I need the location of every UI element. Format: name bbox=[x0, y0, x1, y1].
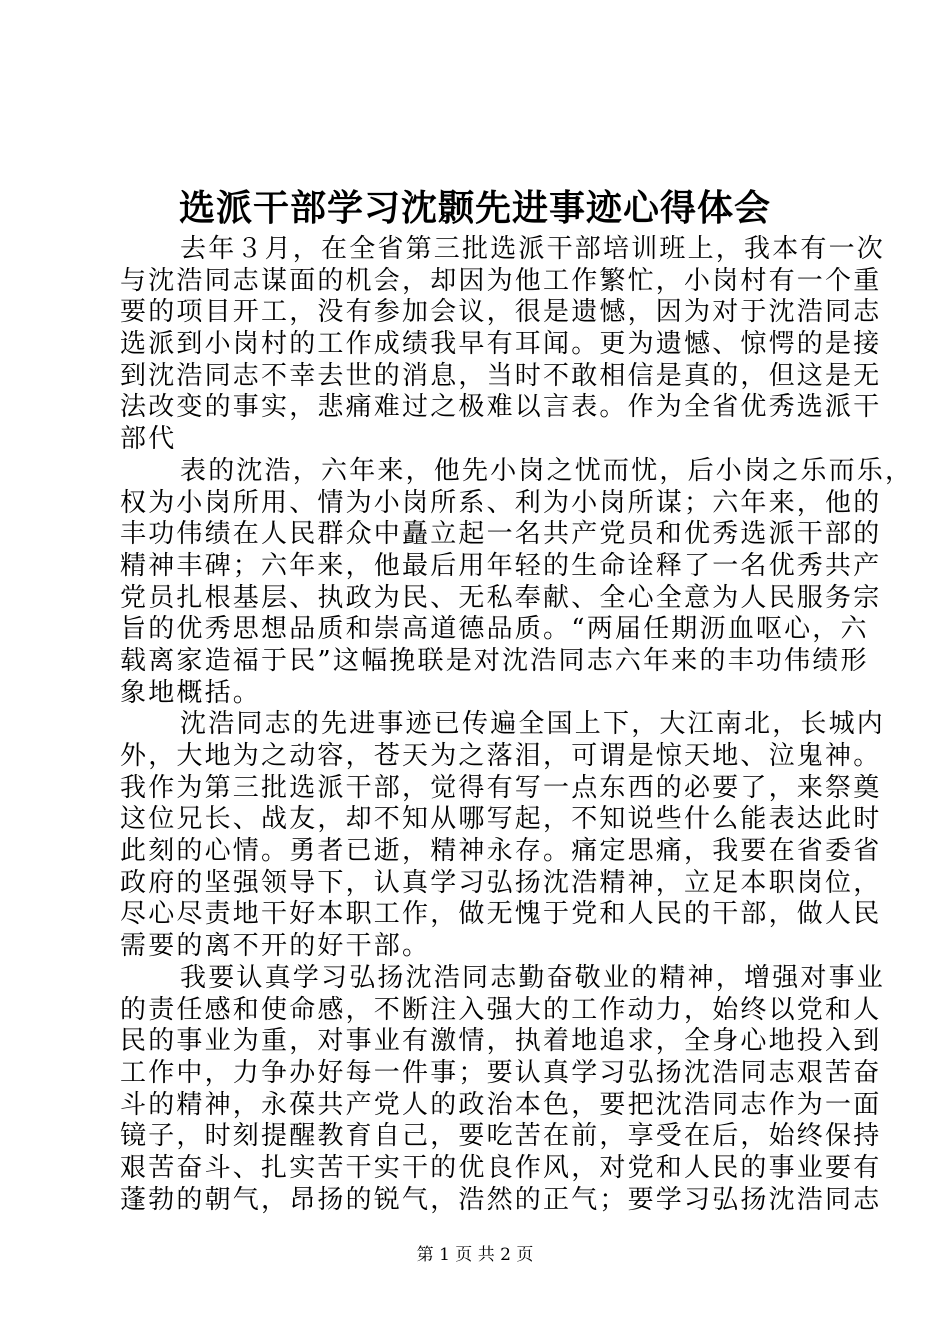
paragraph-line: 表的沈浩，六年来，他先小岗之忧而忧，后小岗之乐而乐， bbox=[180, 455, 914, 486]
paragraph-line: 艰苦奋斗、扎实苦干实干的优良作风，对党和人民的事业要有 bbox=[120, 1152, 882, 1183]
paragraph-line: 载离家造福于民”这幅挽联是对沈浩同志六年来的丰功伟绩形 bbox=[120, 645, 869, 676]
paragraph-line: 法改变的事实，悲痛难过之极难以言表。作为全省优秀选派干 bbox=[120, 392, 882, 423]
paragraph-line: 政府的坚强领导下，认真学习弘扬沈浩精神，立足本职岗位， bbox=[120, 867, 882, 898]
body-paragraph bbox=[120, 455, 914, 710]
paragraph-line: 选派到小岗村的工作成绩我早有耳闻。更为遗憾、惊愕的是接 bbox=[120, 329, 882, 360]
document-body bbox=[120, 234, 914, 1216]
paragraph-line: 旨的优秀思想品质和崇高道德品质。“两届任期沥血呕心，六 bbox=[120, 614, 869, 645]
body-paragraph bbox=[120, 962, 886, 1217]
paragraph-line: 外，大地为之动容，苍天为之落泪，可谓是惊天地、泣鬼神。 bbox=[120, 741, 882, 771]
paragraph-line: 这位兄长、战友，却不知从哪写起，不知说些什么能表达此时 bbox=[120, 804, 882, 835]
paragraph-line: 要的项目开工，没有参加会议，很是遗憾，因为对于沈浩同志 bbox=[120, 297, 882, 328]
document-title: 选派干部学习沈颢先进事迹心得体会 bbox=[178, 187, 771, 229]
paragraph-line: 此刻的心情。勇者已逝，精神永存。痛定思痛，我要在省委省 bbox=[120, 836, 882, 867]
paragraph-line: 我要认真学习弘扬沈浩同志勤奋敬业的精神，增强对事业 bbox=[180, 962, 886, 993]
page-footer: 第 1 页 共 2 页 bbox=[416, 1245, 534, 1265]
paragraph-line: 尽心尽责地干好本职工作，做无愧于党和人民的干部，做人民 bbox=[120, 899, 882, 930]
paragraph-line: 象地概括。 bbox=[120, 677, 262, 708]
paragraph-line: 沈浩同志的先进事迹已传遍全国上下，大江南北，长城内 bbox=[180, 709, 886, 740]
paragraph-line: 精神丰碑；六年来，他最后用年轻的生命诠释了一名优秀共产 bbox=[120, 550, 882, 581]
paragraph-line: 镜子，时刻提醒教育自己，要吃苦在前，享受在后，始终保持 bbox=[120, 1121, 882, 1152]
body-paragraph bbox=[120, 709, 886, 963]
paragraph-line: 党员扎根基层、执政为民、无私奉献、全心全意为人民服务宗 bbox=[120, 582, 882, 613]
paragraph-line: 蓬勃的朝气，昂扬的锐气，浩然的正气；要学习弘扬沈浩同志 bbox=[120, 1184, 882, 1215]
paragraph-line: 工作中，力争办好每一件事；要认真学习弘扬沈浩同志艰苦奋 bbox=[120, 1057, 882, 1088]
paragraph-line: 我作为第三批选派干部，觉得有写一点东西的必要了，来祭奠 bbox=[120, 772, 882, 803]
paragraph-line: 到沈浩同志不幸去世的消息，当时不敢相信是真的，但这是无 bbox=[120, 360, 882, 391]
paragraph-line: 权为小岗所用、情为小岗所系、利为小岗所谋；六年来，他的 bbox=[120, 487, 882, 518]
paragraph-line: 去年３月，在全省第三批选派干部培训班上，我本有一次 bbox=[180, 234, 886, 264]
paragraph-line: 部代 bbox=[120, 424, 177, 455]
paragraph-line: 与沈浩同志谋面的机会，却因为他工作繁忙，小岗村有一个重 bbox=[120, 265, 882, 296]
paragraph-line: 丰功伟绩在人民群众中矗立起一名共产党员和优秀选派干部的 bbox=[120, 519, 882, 550]
body-paragraph bbox=[120, 234, 886, 456]
paragraph-line: 需要的离不开的好干部。 bbox=[120, 931, 431, 962]
paragraph-line: 的责任感和使命感，不断注入强大的工作动力，始终以党和人 bbox=[120, 994, 882, 1025]
paragraph-line: 民的事业为重，对事业有激情，执着地追求，全身心地投入到 bbox=[120, 1026, 882, 1057]
paragraph-line: 斗的精神，永葆共产党人的政治本色，要把沈浩同志作为一面 bbox=[120, 1089, 882, 1120]
